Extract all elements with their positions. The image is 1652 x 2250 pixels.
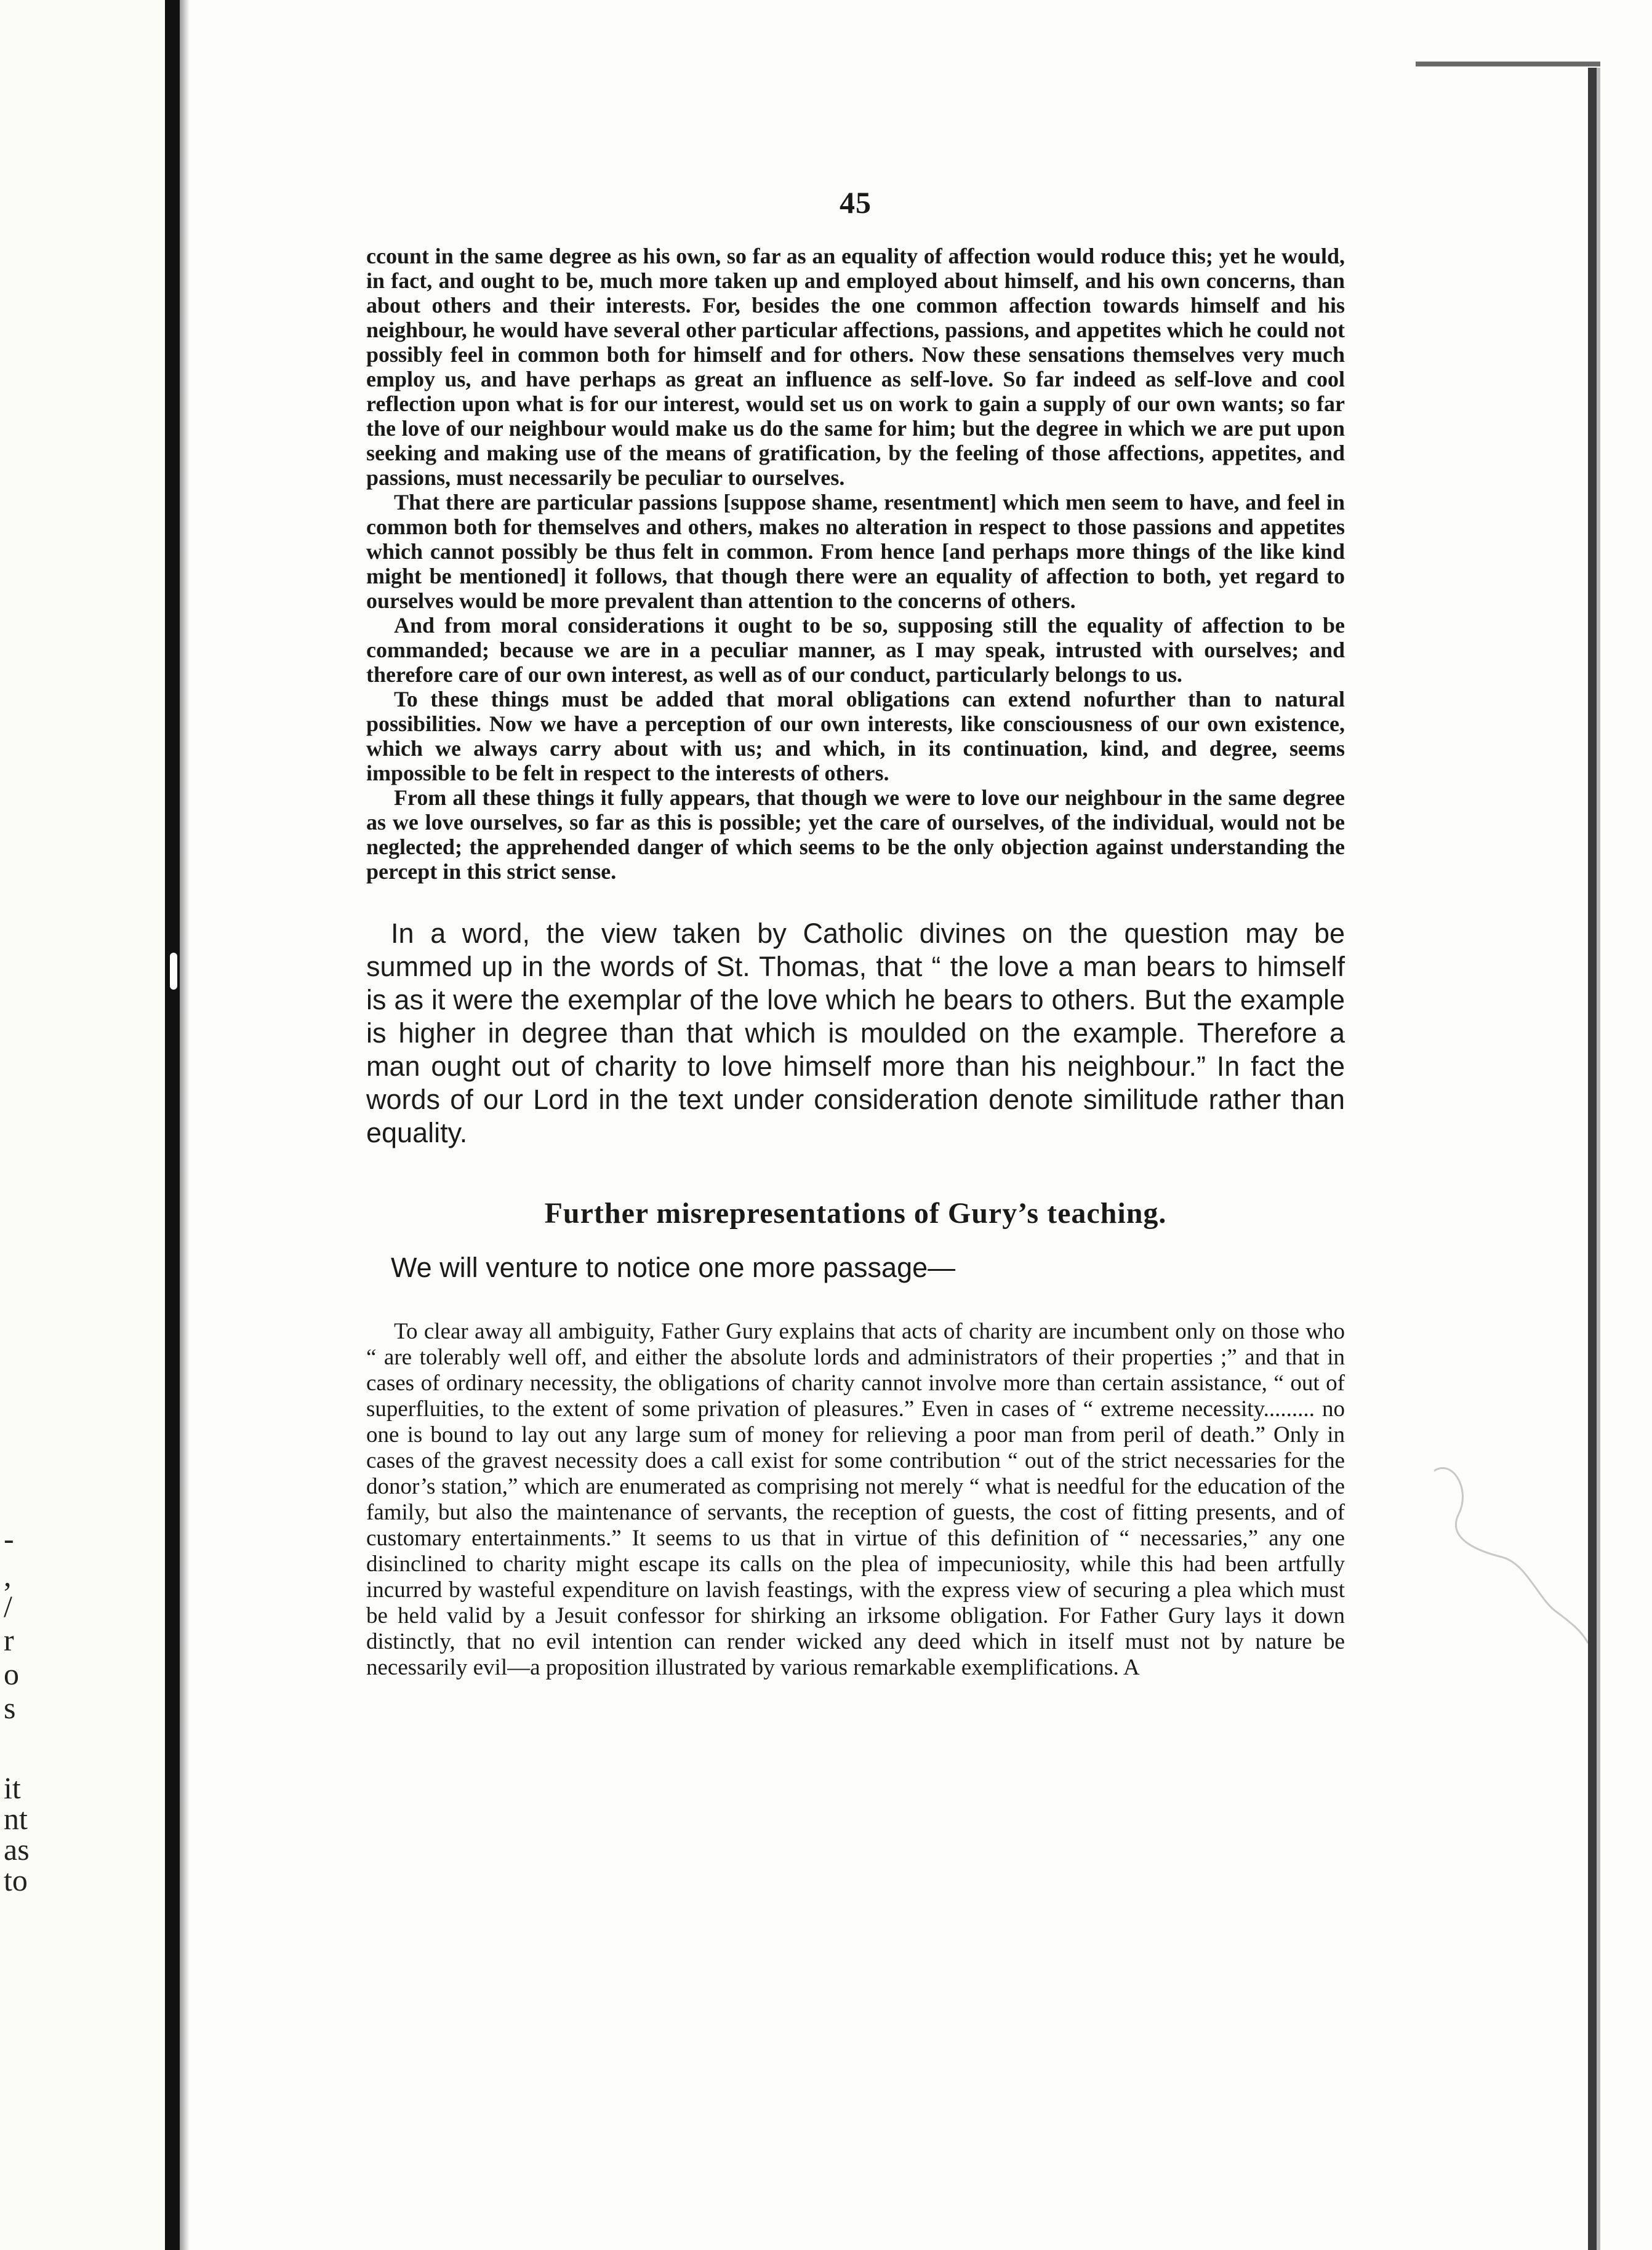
gury-quote: [366, 1319, 1345, 1681]
section-intro: We will venture to notice one more passage—: [391, 1252, 956, 1283]
quote-paragraph: ccount in the same degree as his own, so far as an equality of affection would roduce this; yet he would, in fact, and ought to be, much more taken up and employed about himself, and his own concerns, than about others and their interests. For, besides the one common affection towards himself and his neighbour, he would have several other particular affections, passions, and appetites which he could not possibly feel in common both for himself and for others. Now these sensations themselves very much employ us, and have perhaps as great an influence as self-love. So far indeed as self-love and cool reflection upon what is for our interest, would set us on work to gain a supply of our own wants; so far the love of our neighbour would make us do the same for him; but the degree in which we are put upon seeking and making use of the means of gratification, by the feeling of those affections, appetites, and passions, must necessarily be peculiar to ourselves.: [366, 244, 1345, 490]
margin-fragment: nt: [4, 1801, 28, 1836]
page-number: 45: [840, 185, 872, 220]
page-content: [366, 185, 1345, 1681]
page-right-edge: [1588, 68, 1597, 2250]
butler-quote: [366, 244, 1345, 884]
gutter-notch: [170, 953, 177, 990]
section-heading: Further misrepresentations of Gury’s teaching.: [544, 1197, 1167, 1230]
quote-paragraph: That there are particular passions [suppose shame, resentment] which men seem to have, and feel in common both for themselves and others, makes no alteration in respect to those passions and appetites which cannot possibly be thus felt in common. From hence [and perhaps more things of the like kind might be mentioned] it follows, that though there were an equality of affection to both, yet regard to ourselves would be more prevalent than attention to the concerns of others.: [366, 490, 1345, 613]
page-top-edge: [1416, 62, 1600, 66]
page-right-edge-shade: [1597, 68, 1600, 2250]
facing-page-edge: [0, 0, 166, 2250]
margin-fragment: it: [4, 1771, 21, 1805]
margin-fragment: ,: [4, 1558, 12, 1593]
margin-fragment: /: [4, 1589, 12, 1623]
quote-paragraph: From all these things it fully appears, that though we were to love our neighbour in the same degree as we love ourselves, so far as this is possible; yet the care of ourselves, of the individual, would not be neglected; the apprehended danger of which seems to be the only objection against understanding the percept in this strict sense.: [366, 785, 1345, 884]
body-paragraph: In a word, the view taken by Catholic divines on the question may be summed up in the words of St. Thomas, that “ the love a man bears to himself is as it were the exemplar of the love which he bears to others. But the example is higher in degree than that which is moulded on the example. Therefore a man ought out of charity to love himself more than his neighbour.” In fact the words of our Lord in the text under consideration denote similitude rather than equality.: [366, 918, 1345, 1148]
gutter-shadow: [180, 0, 190, 2250]
margin-fragment: -: [4, 1521, 14, 1556]
margin-fragment: r: [4, 1623, 14, 1657]
margin-fragment: s: [4, 1691, 16, 1725]
margin-fragment: as: [4, 1832, 30, 1867]
margin-fragment: to: [4, 1863, 28, 1897]
quote-paragraph: To these things must be added that moral obligations can extend nofurther than to natural possibilities. Now we have a perception of our own interests, like consciousness of our own existence, which we always carry about with us; and which, in its continuation, kind, and degree, seems impossible to be felt in respect to the interests of others.: [366, 687, 1345, 785]
quote-paragraph: To clear away all ambiguity, Father Gury explains that acts of charity are incumbent only on those who “ are tolerably well off, and either the absolute lords and administrators of their properties ;” and that in cases of ordinary necessity, the obligations of charity cannot involve more than certain assistance, “ out of superfluities, to the extent of some privation of pleasures.” Even in cases of “ extreme necessity......... no one is bound to lay out any large sum of money for relieving a poor man from peril of death.” Only in cases of the gravest necessity does a call exist for some contribution “ out of the strict necessaries for the donor’s station,” which are enumerated as comprising not merely “ what is needful for the education of the family, but also the maintenance of servants, the reception of guests, the cost of fitting presents, and of customary entertainments.” It seems to us that in virtue of this definition of “ necessaries,” any one disinclined to charity might escape its calls on the plea of impecuniosity, while this had been artfully incurred by wasteful expenditure on lavish feastings, with the express view of securing a plea which must be held valid by a Jesuit confessor for shirking an irksome obligation. For Father Gury lays it down distinctly, that no evil intention can render wicked any deed which in itself must not by nature be necessarily evil—a proposition illustrated by various remarkable exemplifications. A: [366, 1319, 1345, 1680]
binding-gutter: [165, 0, 180, 2250]
quote-paragraph: And from moral considerations it ought to be so, supposing still the equality of affection to be commanded; because we are in a peculiar manner, as I may speak, intrusted with ourselves; and therefore care of our own interest, as well as of our conduct, particularly belongs to us.: [366, 613, 1345, 687]
margin-fragment: o: [4, 1657, 19, 1691]
page-curl-line: [1434, 1459, 1588, 1655]
